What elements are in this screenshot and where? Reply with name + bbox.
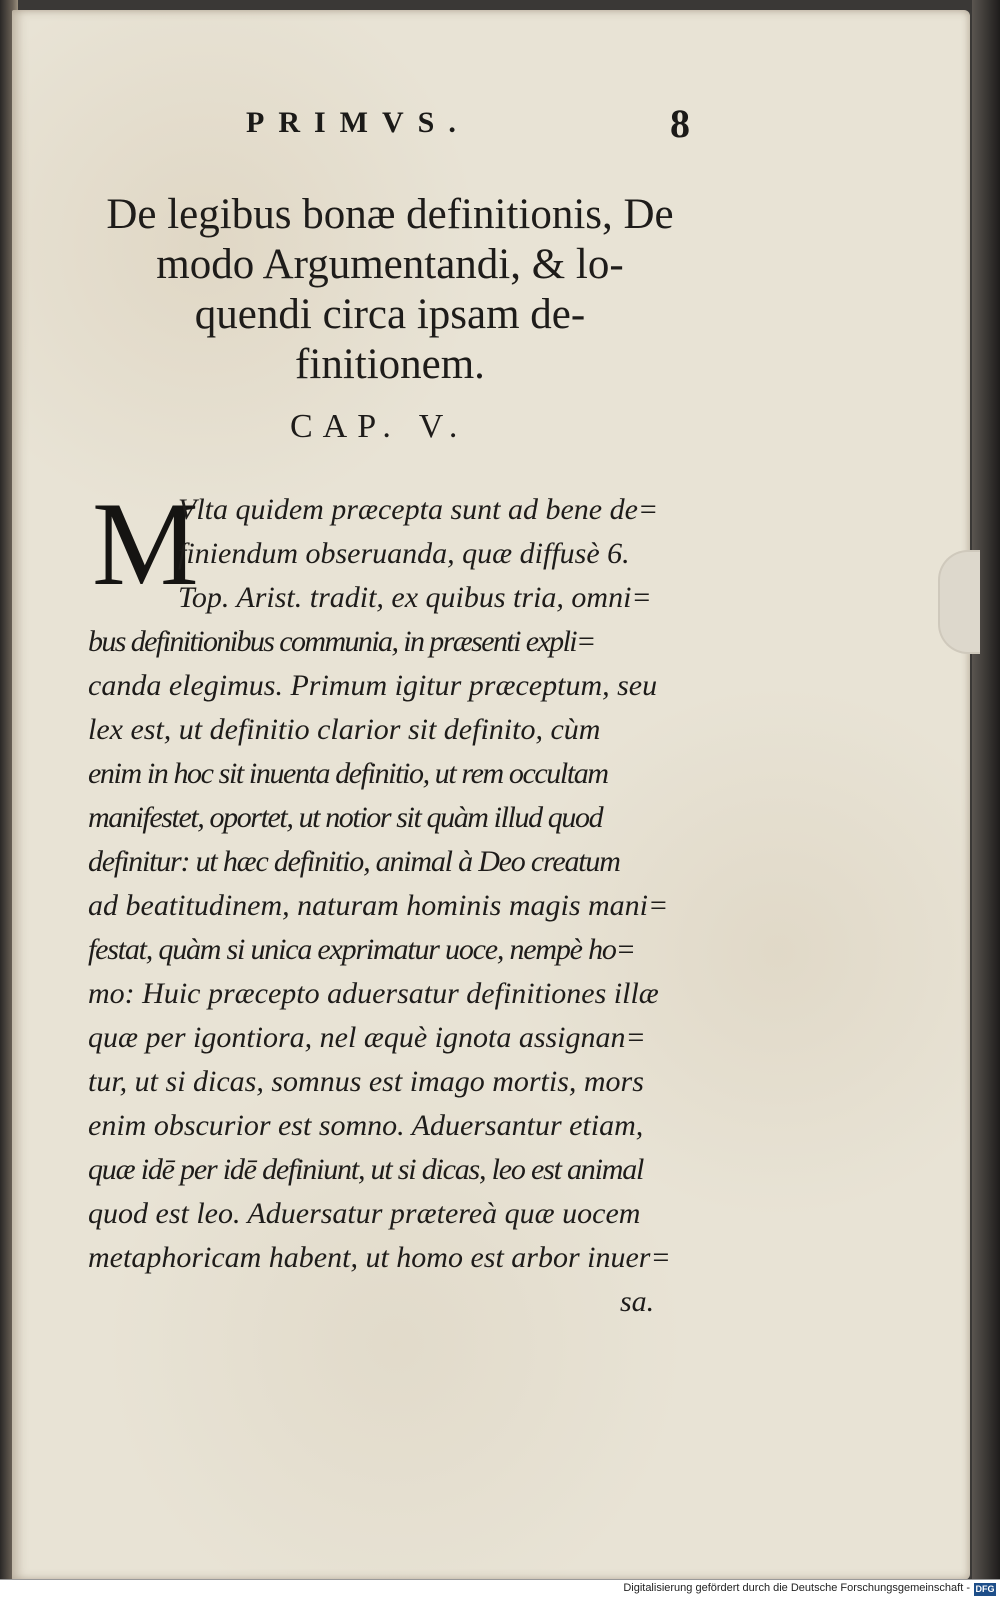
- chapter-title: [80, 190, 700, 390]
- title-line: De legibus bonæ definitionis, De: [106, 191, 674, 238]
- text-line: sa.: [620, 1285, 655, 1318]
- text-line: festat, quàm si unica exprimatur uoce, nempè ho=: [88, 933, 635, 966]
- dfg-logo: DFG: [975, 1584, 995, 1594]
- title-line: finitionem.: [295, 341, 485, 388]
- text-line: quæ idē per idē definiunt, ut si dicas, leo est animal: [88, 1153, 644, 1186]
- text-line: finiendum obseruanda, quæ diffusè 6.: [178, 537, 630, 570]
- text-line: quæ per igontiora, nel æquè ignota assignan=: [88, 1021, 646, 1054]
- running-head: PRIMVS.: [246, 106, 470, 139]
- text-line: canda elegimus. Primum igitur præceptum, seu: [88, 669, 658, 702]
- footer-bar: [0, 1579, 1000, 1600]
- text-line: manifestet, oportet, ut notior sit quàm illud quod: [88, 801, 603, 834]
- page-edge-shadow: [972, 0, 1000, 1580]
- text-line: lex est, ut definitio clarior sit definito, cùm: [88, 713, 601, 746]
- text-line: definitur: ut hæc definitio, animal à Deo creatum: [88, 845, 620, 878]
- text-line: bus definitionibus communia, in præsenti expli=: [88, 625, 595, 658]
- chapter-number: CAP. V.: [290, 408, 468, 445]
- text-line: tur, ut si dicas, somnus est imago mortis, mors: [88, 1065, 644, 1098]
- text-line: metaphoricam habent, ut homo est arbor inuer=: [88, 1241, 671, 1274]
- page-number: 8: [670, 101, 690, 146]
- page-tab-marker: [938, 550, 980, 654]
- page-header: [240, 100, 690, 150]
- drop-cap: M: [92, 477, 199, 610]
- footer-credit: Digitalisierung gefördert durch die Deutsche Forschungsgemeinschaft -: [623, 1582, 970, 1594]
- text-line: quod est leo. Aduersatur prætereà quæ uocem: [88, 1197, 641, 1230]
- title-line: modo Argumentandi, & lo-: [156, 241, 624, 288]
- text-line: Top. Arist. tradit, ex quibus tria, omni=: [178, 581, 652, 614]
- text-line: ad beatitudinem, naturam hominis magis mani=: [88, 889, 669, 922]
- text-line: mo: Huic præcepto aduersatur definitiones illæ: [88, 977, 659, 1010]
- title-line: quendi circa ipsam de-: [194, 291, 586, 338]
- text-line: enim in hoc sit inuenta definitio, ut rem occultam: [88, 757, 608, 790]
- text-line: Vlta quidem præcepta sunt ad bene de=: [178, 493, 659, 526]
- text-line: enim obscurior est somno. Aduersantur etiam,: [88, 1109, 644, 1142]
